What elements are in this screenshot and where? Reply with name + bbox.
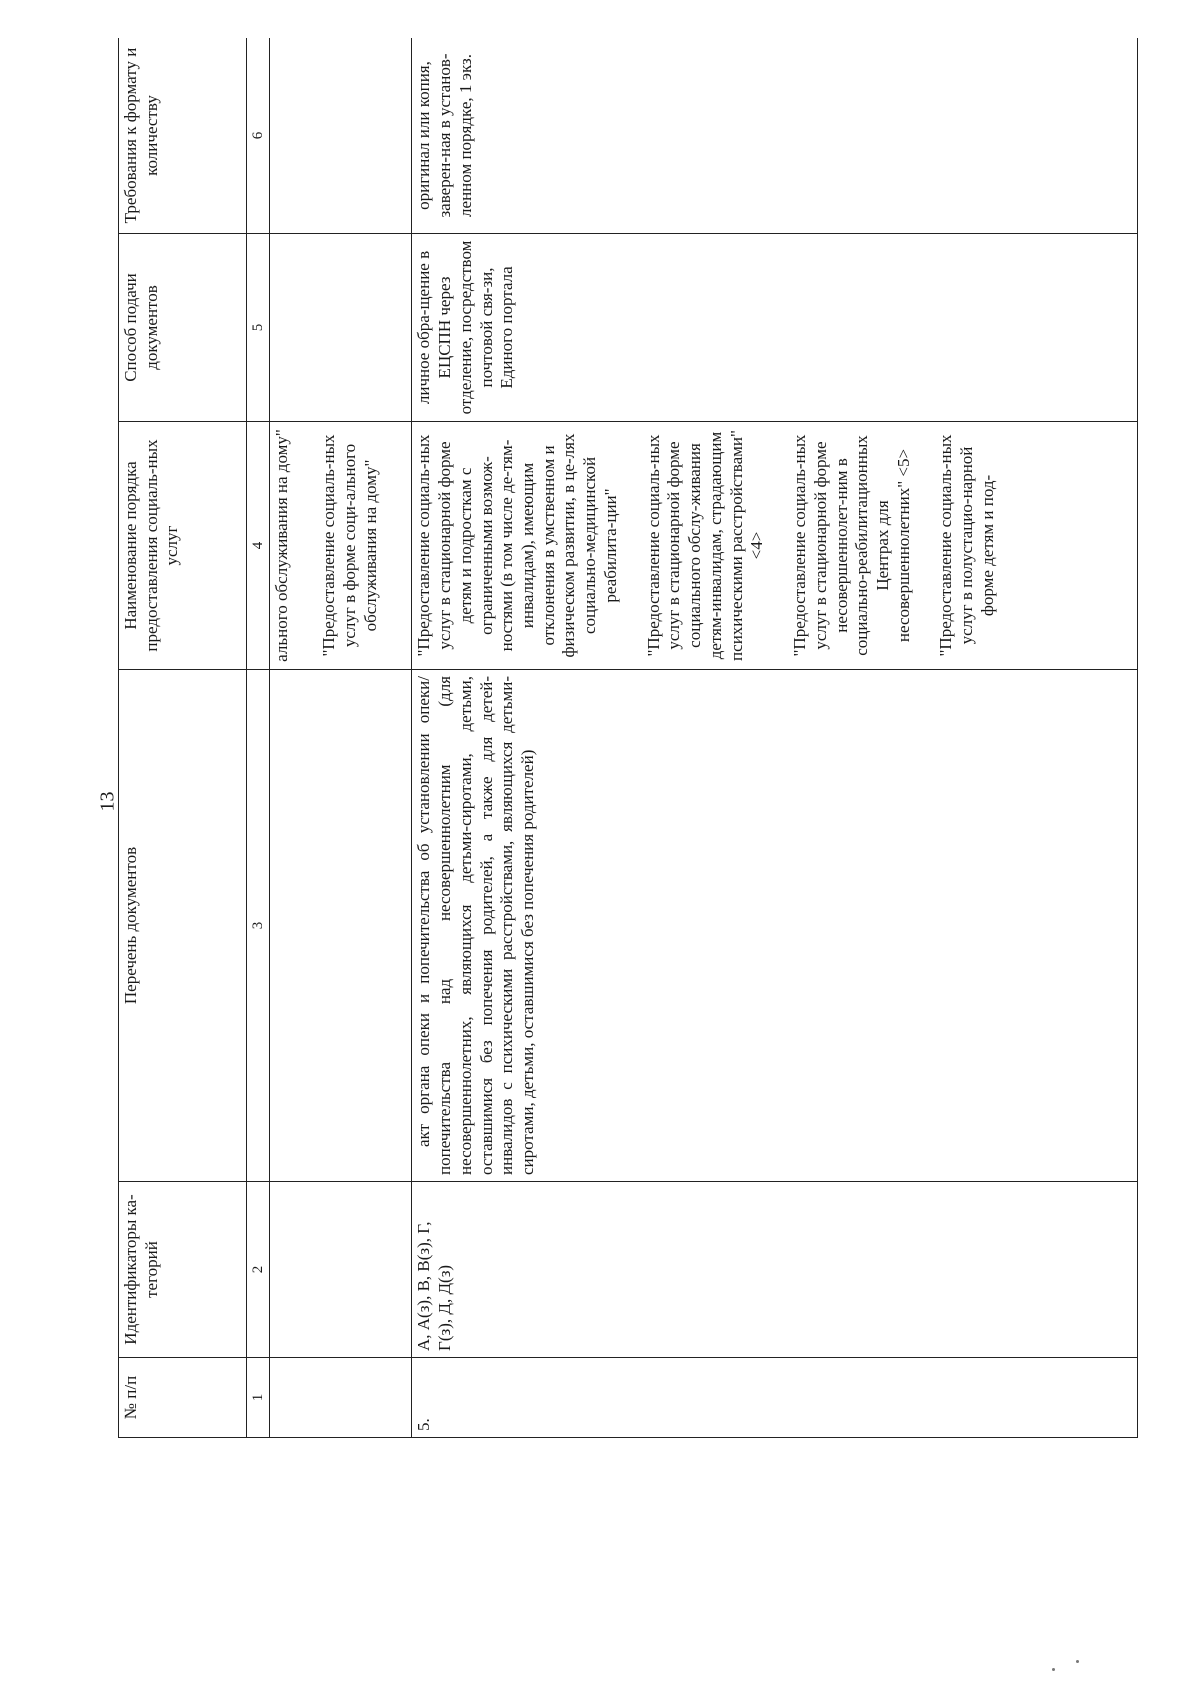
column-number: 4 (247, 422, 270, 670)
service-order-cell (270, 422, 412, 670)
format-requirements-cell: оригинал или копия, заверен-ная в установ-ленном порядке, 1 экз. (412, 38, 1138, 234)
column-number-row (247, 38, 270, 1438)
table-cell (270, 1358, 412, 1438)
service-order-item: "Предоставление социаль-ных услуг в форме соци-ального обслуживания на дому" (319, 434, 380, 657)
column-number: 6 (247, 38, 270, 234)
continuation-row (270, 38, 412, 1438)
header-documents: Перечень документов (119, 670, 247, 1182)
documents-table (118, 38, 1138, 1438)
row-number: 5. (412, 1358, 1138, 1438)
header-row (119, 38, 247, 1438)
table-cell (270, 670, 412, 1182)
scan-speck (1076, 1660, 1079, 1663)
header-service-order: Наименование порядка предоставления социаль-ных услуг (119, 422, 247, 670)
column-number: 3 (247, 670, 270, 1182)
submission-method-cell: личное обра-щение в ЕЦСПН через отделение, посредством почтовой свя-зи, Единого портала (412, 234, 1138, 422)
header-num: № п/п (119, 1358, 247, 1438)
column-number: 2 (247, 1182, 270, 1358)
service-order-item: "Предоставление социаль-ных услуг в полустацио-нарной форме детям и под- (936, 434, 997, 657)
table-container (118, 38, 1138, 1438)
scan-speck (1052, 1668, 1055, 1671)
table-cell (270, 38, 412, 234)
table-row (412, 38, 1138, 1438)
service-order-cell (412, 422, 1138, 670)
page-number: 13 (96, 791, 119, 812)
column-number: 1 (247, 1358, 270, 1438)
service-order-item: ального обслуживания на дому" (272, 429, 292, 662)
header-submission-method: Способ подачи документов (119, 234, 247, 422)
table-cell (270, 1182, 412, 1358)
category-ids-cell: А, А(з), В, В(з), Г, Г(з), Д, Д(з) (412, 1182, 1138, 1358)
service-order-item: "Предоставление социаль-ных услуг в стационарной форме социального обслу-живания детям-инвалидам, страдающим психическими расстройствами" <4> (643, 430, 767, 661)
documents-cell: акт органа опеки и попечительства об установлении опеки/попечительства над несовершеннолетним (для несовершеннолетних, являющихся детьми-сиротами, детьми, оставшимися без попечения родителей, а также для детей-инвалидов с психическими расстройствами, являющихся детьми-сиротами, детьми, оставшимися без попечения родителей) (412, 670, 1138, 1182)
header-category-ids: Идентификаторы ка-тегорий (119, 1182, 247, 1358)
service-order-item: "Предоставление социаль-ных услуг в стационарной форме несовершеннолет-ним в социально-реабилитационных Центрах для несовершеннолетних" <5> (790, 434, 913, 657)
service-order-item: "Предоставление социаль-ных услуг в стационарной форме детям и подросткам с ограниченными возмож-ностями (в том числе де-тям-инвалидам), имеющим отклонения в умственном и физическом развитии, в це-лях социально-медицинской реабилита-ции" (414, 433, 620, 658)
header-format-requirements: Требования к формату и количеству (119, 38, 247, 234)
table-cell (270, 234, 412, 422)
column-number: 5 (247, 234, 270, 422)
rotated-document (118, 38, 1138, 1438)
